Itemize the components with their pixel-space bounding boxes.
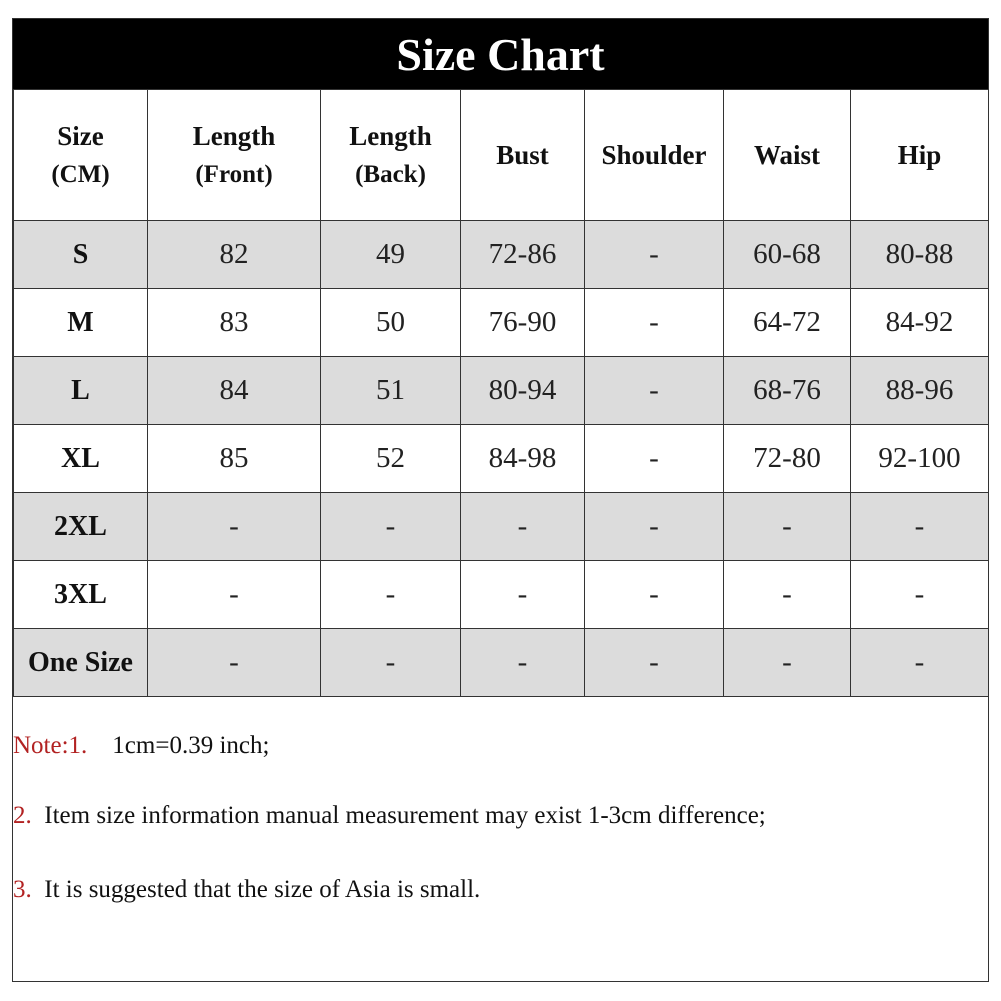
header-length-back: Length (Back) xyxy=(321,90,461,221)
cell-size: 3XL xyxy=(14,561,148,629)
cell-hip: 84-92 xyxy=(851,289,989,357)
cell-length-back: - xyxy=(321,561,461,629)
cell-hip: - xyxy=(851,629,989,697)
table-body xyxy=(14,221,989,697)
table-row xyxy=(14,221,989,289)
cell-size: 2XL xyxy=(14,493,148,561)
cell-length-back: 51 xyxy=(321,357,461,425)
table-row xyxy=(14,629,989,697)
cell-length-back: 50 xyxy=(321,289,461,357)
header-waist: Waist xyxy=(724,90,851,221)
table-row xyxy=(14,425,989,493)
cell-length-front: - xyxy=(148,493,321,561)
cell-size: M xyxy=(14,289,148,357)
cell-shoulder: - xyxy=(585,357,724,425)
cell-bust: - xyxy=(461,493,585,561)
size-chart-frame xyxy=(12,18,989,982)
header-shoulder: Shoulder xyxy=(585,90,724,221)
note-3: 3. It is suggested that the size of Asia is small. xyxy=(13,876,481,903)
header-length-front: Length (Front) xyxy=(148,90,321,221)
cell-waist: 64-72 xyxy=(724,289,851,357)
cell-hip: - xyxy=(851,493,989,561)
cell-length-front: 82 xyxy=(148,221,321,289)
table-row xyxy=(14,357,989,425)
header-row xyxy=(14,90,989,221)
cell-hip: 92-100 xyxy=(851,425,989,493)
cell-size: S xyxy=(14,221,148,289)
cell-length-back: 52 xyxy=(321,425,461,493)
cell-hip: 80-88 xyxy=(851,221,989,289)
cell-bust: 80-94 xyxy=(461,357,585,425)
table-row xyxy=(14,493,989,561)
cell-waist: - xyxy=(724,493,851,561)
cell-hip: - xyxy=(851,561,989,629)
table-row xyxy=(14,561,989,629)
cell-length-back: 49 xyxy=(321,221,461,289)
cell-length-front: 85 xyxy=(148,425,321,493)
cell-waist: - xyxy=(724,561,851,629)
cell-shoulder: - xyxy=(585,493,724,561)
cell-bust: - xyxy=(461,561,585,629)
chart-title: Size Chart xyxy=(13,19,988,89)
cell-shoulder: - xyxy=(585,425,724,493)
cell-size: XL xyxy=(14,425,148,493)
header-size: Size (CM) xyxy=(14,90,148,221)
table-row xyxy=(14,289,989,357)
size-table xyxy=(13,89,989,697)
cell-length-front: 84 xyxy=(148,357,321,425)
header-hip: Hip xyxy=(851,90,989,221)
header-bust: Bust xyxy=(461,90,585,221)
cell-length-front: - xyxy=(148,561,321,629)
cell-shoulder: - xyxy=(585,221,724,289)
cell-length-front: 83 xyxy=(148,289,321,357)
cell-shoulder: - xyxy=(585,561,724,629)
cell-hip: 88-96 xyxy=(851,357,989,425)
note-1: Note:1. 1cm=0.39 inch; xyxy=(13,732,270,759)
cell-size: L xyxy=(14,357,148,425)
cell-length-back: - xyxy=(321,629,461,697)
cell-waist: 72-80 xyxy=(724,425,851,493)
cell-waist: 68-76 xyxy=(724,357,851,425)
cell-size: One Size xyxy=(14,629,148,697)
cell-length-back: - xyxy=(321,493,461,561)
cell-bust: 76-90 xyxy=(461,289,585,357)
cell-bust: 72-86 xyxy=(461,221,585,289)
cell-waist: 60-68 xyxy=(724,221,851,289)
cell-bust: - xyxy=(461,629,585,697)
note-2: 2. Item size information manual measurement may exist 1-3cm difference; xyxy=(13,802,766,829)
cell-waist: - xyxy=(724,629,851,697)
cell-length-front: - xyxy=(148,629,321,697)
cell-shoulder: - xyxy=(585,629,724,697)
cell-bust: 84-98 xyxy=(461,425,585,493)
cell-shoulder: - xyxy=(585,289,724,357)
